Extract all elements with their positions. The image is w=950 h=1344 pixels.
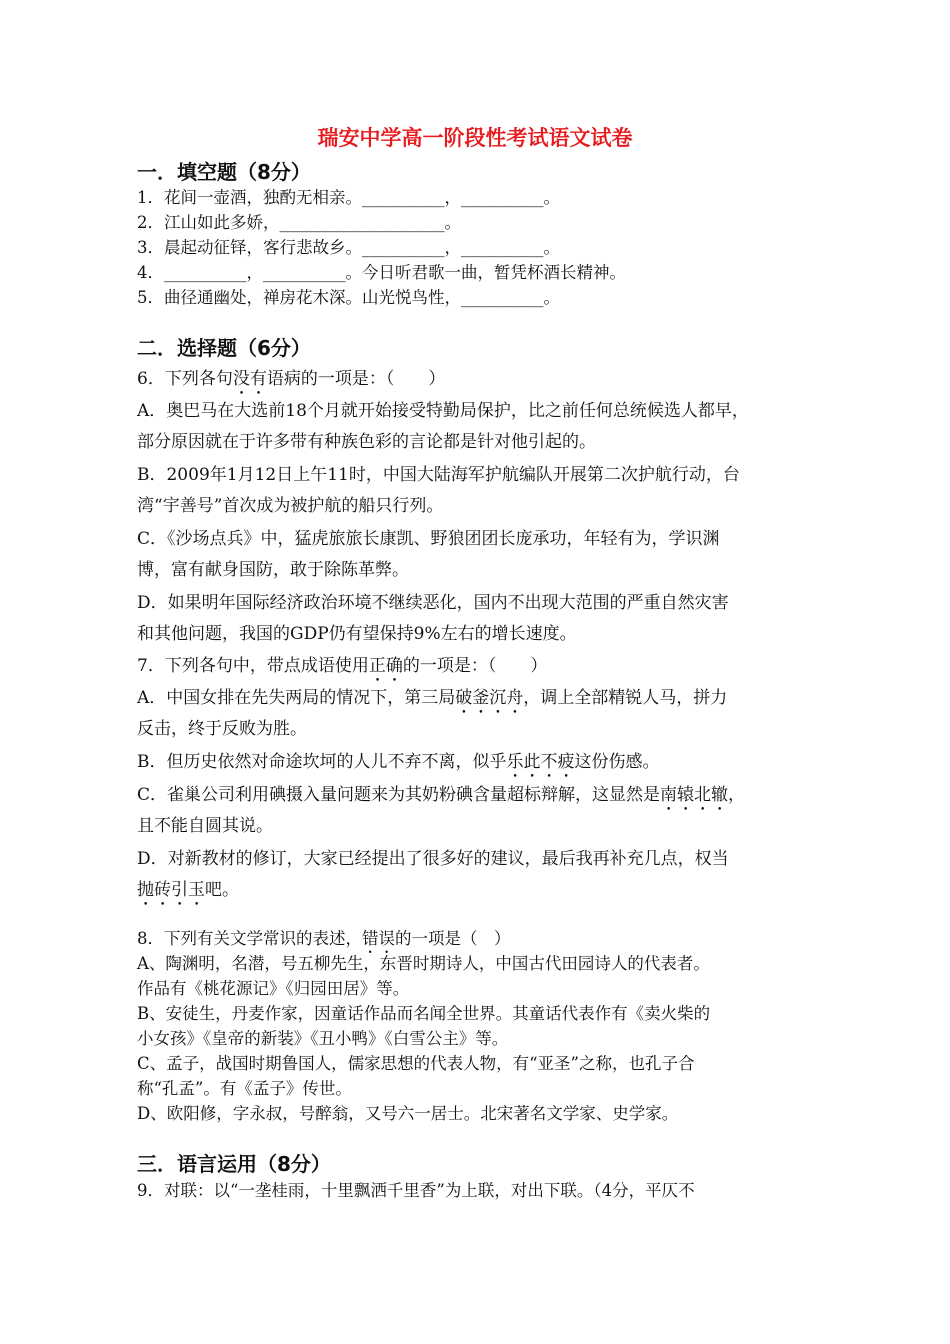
- q7-stem-text: 7．下列各句中，带点成语使用: [137, 656, 369, 676]
- q8-stem-text: 8．下列有关文学常识的表述，: [137, 929, 362, 948]
- q7-emphasis: 正确: [368, 656, 403, 676]
- q7-c-idiom: 南辕北辙: [660, 785, 729, 805]
- fill-question-5: 5．曲径通幽处，禅房花木深。山光悦鸟性，__________。: [137, 288, 560, 307]
- q6-option-c-line2: 博，富有献身国防，敢于除陈革弊。: [137, 560, 409, 580]
- q7-option-a-line2: 反击，终于反败为胜。: [137, 719, 307, 739]
- q7-option-d-line2: [137, 875, 239, 910]
- q7-c-text-end: ，: [728, 785, 746, 805]
- q7-option-a-line1: [137, 683, 727, 718]
- section-heading-choice: 二．选择题（6分）: [137, 336, 311, 360]
- q6-option-b-line1: B．2009年1月12日上午11时，中国大陆海军护航编队开展第二次护航行动，台: [137, 465, 740, 485]
- q8-option-a-line1: A、陶渊明，名潜，号五柳先生，东晋时期诗人，中国古代田园诗人的代表者。: [137, 954, 710, 973]
- q6-option-d-line1: D．如果明年国际经济政治环境不继续恶化，国内不出现大范围的严重自然灾害: [137, 593, 729, 613]
- question-6-stem: [137, 364, 445, 399]
- question-9-stem: 9．对联：以“一垄桂雨，十里飘洒千里香”为上联，对出下联。（4分，平仄不: [137, 1181, 695, 1200]
- q8-option-c-line2: 称“孔孟”。有《孟子》传世。: [137, 1079, 352, 1098]
- fill-question-3: 3．晨起动征铎，客行悲故乡。__________，__________。: [137, 238, 560, 257]
- q7-a-text: A．中国女排在先失两局的情况下，第三局: [137, 688, 456, 708]
- q6-option-d-line2: 和其他问题，我国的GDP仍有望保持9%左右的增长速度。: [137, 624, 577, 644]
- q7-b-text-end: 这份伤感。: [574, 752, 660, 772]
- q6-option-a-line1: A．奥巴马在大选前18个月就开始接受特勤局保护，比之前任何总统候选人都早，: [137, 401, 749, 421]
- q6-stem-text: 6．下列各句: [137, 369, 233, 389]
- exam-title: 瑞安中学高一阶段性考试语文试卷: [317, 126, 633, 150]
- section-heading-fill: 一．填空题（8分）: [137, 160, 311, 184]
- q7-d-idiom: 抛砖引玉: [137, 880, 205, 900]
- q6-option-b-line2: 湾“宇善号”首次成为被护航的船只行列。: [137, 496, 444, 516]
- q7-option-c-line1: [137, 780, 745, 815]
- q8-option-c-line1: C、孟子，战国时期鲁国人，儒家思想的代表人物，有“亚圣”之称，也孔子合: [137, 1054, 695, 1073]
- section-heading-language: 三．语言运用（8分）: [137, 1152, 331, 1176]
- fill-question-4: 4．__________，__________。今日听君歌一曲，暂凭杯酒长精神。: [137, 263, 626, 282]
- question-7-stem: [137, 651, 547, 686]
- fill-question-1: 1．花间一壶酒，独酌无相亲。__________，__________。: [137, 188, 560, 207]
- q6-option-c-line1: C．《沙场点兵》中，猛虎旅旅长康凯、野狼团团长庞承功，年轻有为，学识渊: [137, 529, 720, 549]
- q8-option-a-line2: 作品有《桃花源记》《归园田居》等。: [137, 979, 410, 998]
- q6-stem-text-end: 语病的一项是：（ ）: [266, 369, 446, 389]
- q6-emphasis: 没有: [232, 369, 267, 389]
- q8-option-b-line2: 小女孩》《皇帝的新装》《丑小鸭》《白雪公主》等。: [137, 1029, 509, 1048]
- q7-option-c-line2: 且不能自圆其说。: [137, 816, 273, 836]
- q6-option-a-line2: 部分原因就在于许多带有种族色彩的言论都是针对他引起的。: [137, 432, 596, 452]
- q8-stem-text-end: 的一项是（ ）: [395, 929, 511, 948]
- q7-option-d-line1: D．对新教材的修订，大家已经提出了很多好的建议，最后我再补充几点，权当: [137, 849, 729, 869]
- q7-d-text-end: 吧。: [205, 880, 239, 900]
- q7-b-text: B．但历史依然对命途坎坷的人儿不弃不离，似乎: [137, 752, 507, 772]
- q7-stem-text-end: 的一项是：（ ）: [402, 656, 548, 676]
- q7-a-idiom: 破釜沉舟: [455, 688, 524, 708]
- q8-option-d-line1: D、欧阳修，字永叔，号醉翁，又号六一居士。北宋著名文学家、史学家。: [137, 1104, 679, 1123]
- q7-option-b-line1: [137, 747, 660, 782]
- q7-c-text: C．雀巢公司利用碘摄入量问题来为其奶粉碘含量超标辩解，这显然是: [137, 785, 661, 805]
- q8-emphasis: 错误: [362, 929, 395, 948]
- q8-option-b-line1: B、安徒生，丹麦作家，因童话作品而名闻全世界。其童话代表作有《卖火柴的: [137, 1004, 711, 1023]
- q7-b-idiom: 乐此不疲: [506, 752, 575, 772]
- fill-question-2: 2．江山如此多娇，____________________。: [137, 213, 461, 232]
- q7-a-text-end: ，调上全部精锐人马，拼力: [523, 688, 728, 708]
